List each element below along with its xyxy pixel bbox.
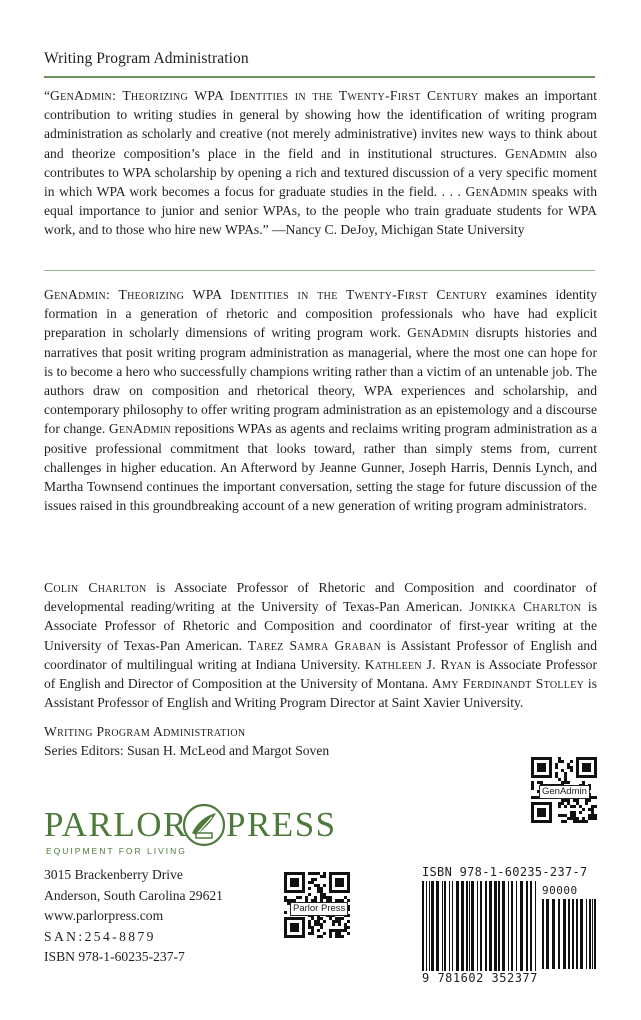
author-name: Tarez Samra Graban [247, 637, 382, 653]
divider-rule [44, 270, 595, 271]
barcode-digits: 9 781602 352377 [422, 971, 538, 985]
series-editors: Series Editors: Susan H. McLeod and Margot Soven [44, 743, 330, 759]
series-header: Writing Program Administration [44, 50, 249, 67]
author-bio: is Assistant Professor of English and Writing Program Director at Saint Xavier University. [44, 676, 597, 711]
qr-caption: Parlor Press [290, 902, 348, 916]
addon-barcode-icon [542, 899, 598, 969]
description-text-2: disrupts histories and narratives that posit writing program administration as managerial, where the most one can hope for is to become a hero who successfully champions writing rather than a victim of an untenable job. The authors draw on composition and rhetorical theory, WPA experiences and scholarship, and contemporary philosophy to offer writing program administration as an epistemology and a discourse for change. [44, 325, 597, 437]
blurb-text-1: makes an important contribution to writing studies in general by showing how the identification of writing program administration as scholarly and creative (not merely administrative) invites new ways to think about and theorize composition’s place in the field and in institutional structures. [44, 88, 597, 161]
blurb-text-2: also contributes to WPA scholarship by opening a rich and textured discussion of a very specific moment in which WPA work becomes a focus for graduate studies in the field. . . . [44, 145, 597, 200]
logo-word-parlor: PARLOR [44, 805, 188, 844]
series-name: Writing Program Administration [44, 724, 246, 739]
parlor-press-logo [44, 805, 344, 865]
genadmin-qr-code [531, 757, 597, 823]
publisher-san: SAN:254-8879 [44, 928, 156, 944]
blurb-text-3: speaks with equal importance to junior and senior WPAs, to the people who train graduate students for WPA work, and to those who hire new WPAs.” [44, 184, 597, 238]
description-text-3: repositions WPAs as agents and reclaims writing program administration as a positive professional commitment that looks toward, rather than simply stems from, current challenges in higher education. An Afterword by Jeanne Gunner, Joseph Harris, Dennis Lynch, and Martha Townsend continues the important conversation, setting the stage for future discussion of the issues raised in this groundbreaking account of a new generation of writing program administrators. [44, 421, 597, 514]
author-name: Kathleen J. Ryan [364, 656, 472, 672]
genadmin-sc: GenAdmin [407, 325, 470, 341]
series-info [44, 722, 329, 760]
header-rule [44, 76, 595, 78]
book-description [44, 285, 597, 515]
author-bio: is Associate Professor of Rhetoric and Composition and coordinator of first-year writing at the University of Texas-Pan American. [44, 599, 597, 653]
parlor-press-qr-code [284, 872, 350, 938]
endorsement-quote [44, 86, 597, 240]
author-name: Jonikka Charlton [469, 599, 582, 615]
author-bio: is Associate Professor of English and Director of Composition at the University of Montana. [44, 656, 597, 692]
quill-emblem-icon [182, 803, 226, 847]
address-line-1: 3015 Brackenberry Drive [44, 867, 183, 882]
publisher-address [44, 865, 223, 968]
barcode-price-code: 90000 [542, 884, 578, 897]
genadmin-sc: GenAdmin [108, 421, 171, 437]
author-bio: is Assistant Professor of English and coordinator of multilingual writing at Indiana University. [44, 637, 597, 672]
isbn-barcode [422, 865, 598, 987]
barcode-isbn-label: ISBN 978-1-60235-237-7 [422, 865, 588, 879]
logo-word-press: PRESS [226, 805, 337, 844]
logo-tagline: EQUIPMENT FOR LIVING [46, 846, 187, 856]
author-bio: is Associate Professor of Rhetoric and Composition and coordinator of developmental reading/writing at the University of Texas-Pan American. [44, 580, 597, 615]
book-title-small-caps: GenAdmin: Theorizing WPA Identities in the Twenty-First Century [50, 88, 479, 103]
genadmin-sc: GenAdmin [504, 145, 567, 161]
address-line-2: Anderson, South Carolina 29621 [44, 887, 223, 903]
qr-caption: GenAdmin [539, 785, 590, 799]
description-text-1: examines identity formation in a generation of rhetoric and composition professionals who have had explicit preparation in scholarly dimensions of writing program work. [44, 287, 597, 341]
open-quote: “ [44, 88, 51, 103]
book-title-small-caps: GenAdmin: Theorizing WPA Identities in the Twenty-First Century [44, 287, 488, 302]
author-name: Colin Charlton [44, 580, 147, 595]
ean-barcode-icon [422, 881, 538, 977]
author-bios [44, 578, 597, 712]
publisher-website: www.parlorpress.com [44, 908, 164, 924]
publisher-isbn: ISBN 978-1-60235-237-7 [44, 949, 185, 965]
endorsement-attribution: —Nancy C. DeJoy, Michigan State University [268, 222, 525, 238]
genadmin-sc: GenAdmin [465, 184, 528, 200]
author-name: Amy Ferdinandt Stolley [431, 676, 585, 692]
